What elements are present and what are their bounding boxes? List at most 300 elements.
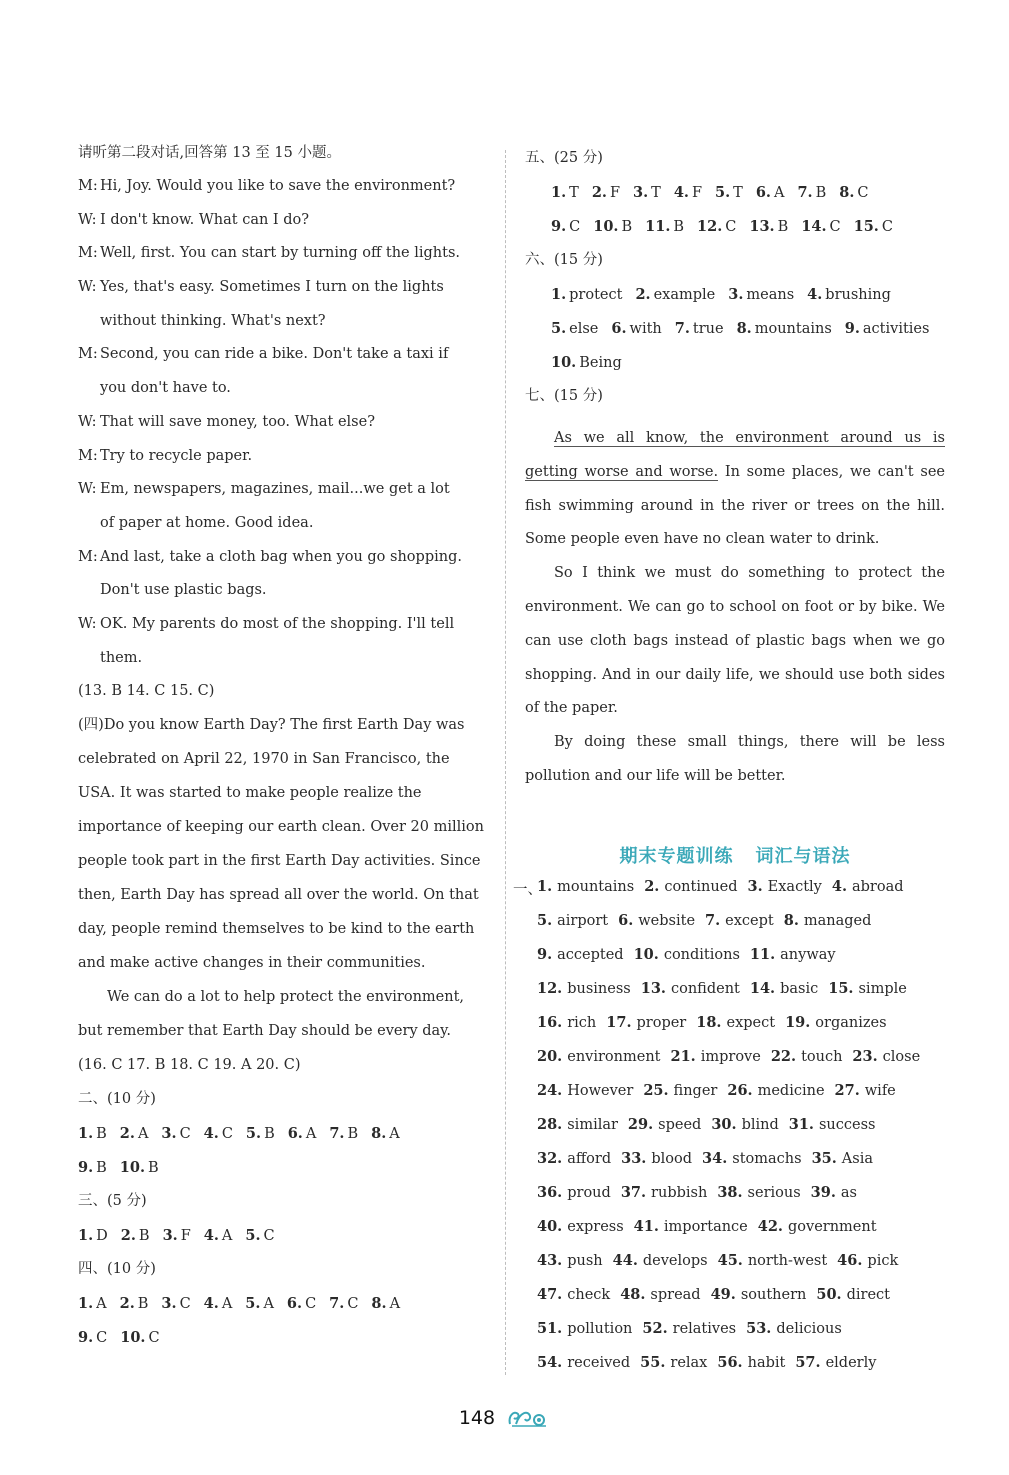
vocab-number: 26. (727, 1081, 753, 1099)
vocab-number: 28. (537, 1115, 563, 1133)
vocab-word: relatives (672, 1320, 737, 1337)
answer-item (551, 184, 579, 202)
answer-value: D (96, 1228, 108, 1245)
answer-value: C (829, 219, 841, 235)
vocab-word: speed (658, 1116, 702, 1133)
dialogue-text: And last, take a cloth bag when you go shopping. (100, 548, 462, 565)
vocab-number: 10. (633, 945, 659, 963)
vocab-row (513, 1082, 945, 1116)
vocab-item (642, 1320, 736, 1337)
answer-item (288, 1125, 317, 1143)
answer-value: true (692, 321, 724, 337)
vocab-word: except (725, 912, 774, 929)
section-head: 四、(10 分) (78, 1261, 156, 1278)
speaker-label: W: (78, 481, 97, 498)
answer-value: B (148, 1160, 159, 1177)
vocab-row (513, 946, 945, 980)
vocab-item (785, 1014, 886, 1031)
answer-number: 10. (120, 1329, 146, 1347)
answer-number: 3. (162, 1227, 178, 1245)
dialogue-line (78, 448, 486, 482)
vocab-number: 53. (746, 1319, 772, 1337)
vocab-item (537, 878, 634, 895)
answer-number: 12. (697, 218, 723, 235)
dialogue-text: Well, first. You can start by turning off the lights. (100, 245, 461, 262)
answer-value: mountains (754, 321, 832, 337)
answer-number: 1. (551, 286, 567, 303)
vocab-word: as (840, 1184, 857, 1201)
vocab-row (513, 1320, 945, 1354)
vocab-word: wife (864, 1082, 896, 1099)
vocab-section-title (525, 842, 945, 868)
answer-value: A (221, 1228, 233, 1245)
answer-item (329, 1295, 358, 1313)
answer-number: 4. (203, 1227, 219, 1245)
vocab-word: received (567, 1354, 631, 1371)
answer-value: A (263, 1296, 274, 1313)
answer-row (525, 354, 945, 388)
vocab-number: 43. (537, 1251, 563, 1269)
vocab-word: Asia (841, 1150, 873, 1167)
answer-value: A (96, 1296, 107, 1313)
answer-number: 9. (78, 1159, 94, 1177)
answer-number: 7. (797, 184, 813, 201)
answer-number: 5. (715, 184, 731, 201)
answer-item (797, 184, 826, 202)
answer-value: T (651, 185, 661, 201)
vocab-number: 5. (537, 911, 553, 929)
section-head: 六、(15 分) (525, 252, 603, 268)
vocab-prefix: 一、 (513, 881, 542, 898)
vocab-word: success (818, 1116, 876, 1133)
answer-value: A (137, 1126, 149, 1143)
vocab-item (606, 1014, 686, 1031)
section-head: 三、(5 分) (78, 1193, 147, 1210)
vocab-word: delicious (776, 1320, 842, 1337)
essay-underlined-sentence: As we all know, the environment around us is getting worse and worse. (525, 430, 945, 480)
dialogue-text: you don't have to. (100, 380, 231, 397)
answer-item (120, 1125, 149, 1143)
vocab-item (620, 1286, 700, 1303)
answer-item (737, 320, 832, 338)
vocab-row (513, 1354, 945, 1388)
dialogue-line (78, 582, 486, 616)
vocab-item (537, 1354, 630, 1371)
answer-number: 8. (736, 320, 752, 337)
vocab-number: 42. (757, 1217, 783, 1235)
vocab-number: 35. (811, 1149, 837, 1167)
answer-value: with (629, 321, 662, 337)
vocab-word: environment (567, 1048, 661, 1065)
vocab-item (711, 1286, 807, 1303)
answer-item (245, 1295, 274, 1313)
dialogue-line (78, 481, 486, 515)
vocab-item (537, 1286, 610, 1303)
vocab-number: 27. (834, 1081, 860, 1099)
passage-line: We can do a lot to help protect the environment, (107, 989, 465, 1006)
vocab-item (816, 1286, 890, 1303)
vocab-number: 9. (537, 945, 553, 963)
passage-line: day, people remind themselves to be kind to the earth (78, 921, 475, 938)
section-seven-head: 七、(15 分) (525, 388, 603, 404)
speaker-label: M: (78, 548, 98, 565)
vocab-number: 8. (783, 911, 799, 929)
vocab-item (644, 878, 737, 895)
answer-item (728, 286, 794, 304)
vocab-word: However (567, 1082, 634, 1099)
dialogue-text: them. (100, 649, 143, 666)
answer-value: C (96, 1330, 108, 1347)
speaker-label: M: (78, 245, 98, 262)
vocab-number: 14. (749, 979, 776, 997)
answer-item (675, 320, 724, 338)
answer-row (78, 1329, 486, 1363)
section-head: 五、(25 分) (525, 150, 603, 166)
vocab-word: simple (858, 980, 907, 997)
answer-number: 4. (203, 1295, 219, 1313)
vocab-item (537, 1082, 633, 1099)
vocab-number: 47. (537, 1285, 563, 1303)
vocab-item (852, 1048, 920, 1065)
vocab-item (537, 1252, 603, 1269)
answer-number: 8. (371, 1295, 387, 1313)
answer-item (756, 184, 785, 202)
answer-number: 1. (78, 1227, 94, 1245)
answer-item (551, 218, 580, 236)
answer-number: 10. (119, 1159, 146, 1177)
column-divider (505, 150, 506, 1375)
answer-item (845, 320, 930, 338)
vocab-number: 56. (717, 1353, 743, 1371)
answer-number: 9. (551, 218, 567, 235)
answer-number: 1. (78, 1295, 94, 1313)
vocab-word: blind (741, 1116, 779, 1133)
dialogue-text: I don't know. What can I do? (100, 211, 310, 228)
dialogue-text: Yes, that's easy. Sometimes I turn on the lights (100, 279, 444, 296)
speaker-label: M: (78, 447, 98, 464)
answer-number: 2. (120, 1227, 136, 1245)
answer-item (329, 1125, 358, 1143)
vocab-word: rubbish (651, 1184, 708, 1201)
vocab-word: mountains (557, 878, 635, 895)
vocab-word: confident (670, 980, 740, 997)
page-number: 148 (458, 1407, 496, 1429)
answer-item (749, 218, 788, 236)
dialogue-text: Don't use plastic bags. (100, 582, 267, 599)
passage-line: (四)Do you know Earth Day? The first Earth Day was (78, 717, 465, 734)
answer-item (204, 1227, 233, 1245)
vocab-word: elderly (825, 1354, 877, 1371)
vocab-number: 21. (670, 1047, 696, 1065)
vocab-word: express (567, 1218, 624, 1235)
vocab-number: 55. (640, 1353, 666, 1371)
answer-value: C (569, 219, 581, 235)
answer-value: A (773, 185, 785, 201)
answer-number: 10. (593, 218, 619, 235)
vocab-word: conditions (663, 946, 740, 963)
vocab-row (513, 980, 945, 1014)
answer-item (674, 184, 702, 202)
answer-value: B (96, 1126, 107, 1143)
vocab-number: 46. (837, 1251, 863, 1269)
dialogue-line (78, 414, 486, 448)
passage-line: then, Earth Day has spread all over the world. On that (78, 887, 479, 904)
vocab-number: 3. (747, 877, 763, 895)
answer-item (120, 1295, 149, 1313)
vocab-item (641, 980, 740, 997)
vocab-item (537, 980, 631, 997)
answer-item (78, 1295, 107, 1313)
vocab-number: 48. (620, 1285, 646, 1303)
vocab-item (702, 1150, 802, 1167)
answer-number: 2. (119, 1125, 135, 1143)
vocab-word: proper (636, 1014, 687, 1031)
vocab-item (789, 1116, 876, 1133)
vocab-item (537, 1048, 660, 1065)
vocab-row (513, 878, 945, 912)
vocab-word: anyway (780, 946, 836, 963)
vocab-number: 41. (633, 1217, 659, 1235)
answer-number: 1. (551, 184, 567, 201)
vocab-item (828, 980, 907, 997)
answer-value: activities (862, 321, 930, 337)
vocab-number: 52. (642, 1319, 668, 1337)
answer-item (78, 1227, 108, 1245)
answer-item (120, 1329, 159, 1347)
vocab-number: 57. (795, 1353, 821, 1371)
answer-value: C (263, 1228, 275, 1245)
vocab-item (717, 1354, 785, 1371)
answer-value: A (389, 1296, 401, 1313)
answer-row (525, 320, 945, 354)
answer-number: 6. (287, 1125, 303, 1143)
dialogue-line (78, 346, 486, 380)
answer-value: T (733, 185, 743, 201)
vocab-row (513, 1014, 945, 1048)
vocab-row (513, 1184, 945, 1218)
answer-item (592, 184, 620, 202)
answer-value: F (180, 1228, 191, 1245)
vocab-title-part-b: 词汇与语法 (755, 845, 851, 867)
dialogue-text: of paper at home. Good idea. (100, 514, 314, 531)
vocab-number: 51. (537, 1319, 563, 1337)
vocab-number: 22. (770, 1047, 797, 1065)
vocab-item (835, 1082, 896, 1099)
vocab-word: business (567, 980, 631, 997)
left-answer-sections (78, 1091, 486, 1363)
answer-row (78, 1125, 486, 1159)
vocab-answer-list (513, 878, 945, 1388)
answer-number: 7. (329, 1295, 345, 1313)
answer-number: 4. (807, 286, 823, 303)
answer-value: F (691, 185, 703, 201)
vocab-item (537, 946, 624, 963)
answer-item (120, 1159, 159, 1177)
answer-item (371, 1125, 400, 1143)
vocab-word: rich (567, 1014, 597, 1031)
answer-number: 2. (119, 1295, 135, 1313)
vocab-word: accepted (557, 946, 624, 963)
vocab-item (837, 1252, 898, 1269)
vocab-word: medicine (757, 1082, 825, 1099)
answer-number: 7. (674, 320, 690, 337)
answer-item (854, 218, 893, 236)
vocab-item (812, 1150, 873, 1167)
vocab-item (621, 1184, 708, 1201)
dialogue-line (78, 650, 486, 684)
vocab-word: close (882, 1048, 921, 1065)
vocab-item (718, 1252, 828, 1269)
vocab-item (634, 1218, 748, 1235)
section-head: 二、(10 分) (78, 1091, 156, 1108)
answer-item (801, 218, 840, 236)
vocab-word: proud (567, 1184, 611, 1201)
vocab-number: 17. (606, 1013, 632, 1031)
vocab-row (513, 1286, 945, 1320)
dialogue-line (78, 212, 486, 246)
answer-number: 5. (245, 1295, 261, 1313)
answer-item (163, 1227, 191, 1245)
answer-value: B (137, 1296, 149, 1313)
answer-item (121, 1227, 150, 1245)
vocab-item (618, 912, 695, 929)
answer-value: example (653, 287, 716, 303)
dialogue-line (78, 279, 486, 313)
vocab-row (513, 1150, 945, 1184)
vocab-number: 13. (640, 979, 666, 997)
answer-number: 5. (245, 1125, 262, 1143)
vocab-number: 19. (785, 1013, 811, 1031)
vocab-number: 1. (537, 877, 553, 895)
vocab-row (513, 912, 945, 946)
passage-line: and make active changes in their communities. (78, 955, 426, 972)
vocab-item (758, 1218, 877, 1235)
passage-four (78, 717, 486, 1057)
vocab-word: check (567, 1286, 611, 1303)
vocab-word: Exactly (767, 878, 822, 895)
answer-number: 10. (551, 354, 577, 371)
vocab-number: 7. (705, 911, 721, 929)
vocab-item (771, 1048, 843, 1065)
vocab-word: push (567, 1252, 603, 1269)
vocab-number: 2. (644, 877, 660, 895)
answer-number: 2. (635, 286, 651, 303)
vocab-number: 15. (828, 979, 854, 997)
speaker-label: W: (78, 279, 97, 296)
answer-number: 6. (286, 1295, 303, 1313)
vocab-number: 12. (537, 979, 563, 997)
vocab-word: finger (673, 1082, 718, 1099)
vocab-number: 16. (537, 1013, 563, 1031)
vocab-number: 24. (537, 1081, 563, 1099)
answer-item (371, 1295, 400, 1313)
vocab-item (537, 912, 608, 929)
vocab-item (811, 1184, 857, 1201)
answer-value: C (305, 1296, 317, 1313)
answer-number: 11. (645, 218, 671, 235)
dialogue-text: Try to recycle paper. (100, 447, 253, 464)
answer-row (78, 1295, 486, 1329)
answer-item (551, 320, 598, 338)
vocab-word: improve (700, 1048, 761, 1065)
answer-value: B (815, 185, 827, 201)
answer-item (807, 286, 891, 304)
vocab-word: touch (801, 1048, 843, 1065)
vocab-item (696, 1014, 775, 1031)
essay-paragraph-2: So I think we must do something to protect the environment. We can go to school on foot or by bike. We can use cloth bags instead of plastic bags when we go shopping. And in our daily life, we should use both sides of the paper. (525, 565, 945, 717)
answer-item (161, 1125, 190, 1143)
vocab-word: serious (747, 1184, 801, 1201)
dialogue-line (78, 380, 486, 414)
dialogue-text: Em, newspapers, magazines, mail...we get a lot (100, 481, 450, 498)
vocab-number: 34. (702, 1149, 728, 1167)
answer-number: 7. (329, 1125, 345, 1143)
vocab-word: expect (726, 1014, 776, 1031)
answer-value: protect (569, 287, 623, 303)
answer-value: brushing (825, 287, 891, 303)
vocab-item (634, 946, 740, 963)
vocab-number: 38. (717, 1183, 743, 1201)
dialogue-line (78, 178, 486, 212)
vocab-number: 20. (537, 1047, 563, 1065)
dialogue-line (78, 616, 486, 650)
passage-line: people took part in the first Earth Day activities. Since (78, 853, 481, 870)
vocab-number: 49. (710, 1285, 736, 1303)
vocab-number: 31. (788, 1115, 814, 1133)
vocab-number: 6. (618, 911, 634, 929)
vocab-word: afford (567, 1150, 612, 1167)
vocab-item (705, 912, 774, 929)
essay-paragraph-3: By doing these small things, there will be less pollution and our life will be better. (525, 734, 945, 784)
answer-item (204, 1295, 233, 1313)
essay-p1-rest: In some places, we can't see fish swimming around in the river or trees on the hill. Some people even have no clean water to drink. (525, 463, 945, 548)
vocab-word: stomachs (732, 1150, 802, 1167)
vocab-item (746, 1320, 842, 1337)
answer-value: C (221, 1126, 233, 1143)
answer-row (525, 286, 945, 320)
vocab-row (513, 1252, 945, 1286)
vocab-word: abroad (852, 878, 904, 895)
dialogue-line (78, 515, 486, 549)
answer-number: 14. (801, 218, 827, 235)
vocab-word: north-west (747, 1252, 828, 1269)
answer-value: C (148, 1330, 160, 1347)
vocab-word: pick (867, 1252, 899, 1269)
passage-line: importance of keeping our earth clean. Over 20 million (78, 819, 484, 836)
answer-item (551, 286, 622, 304)
speaker-label: W: (78, 413, 97, 430)
vocab-word: spread (650, 1286, 701, 1303)
vocab-word: pollution (567, 1320, 633, 1337)
answer-item (245, 1227, 274, 1245)
vocab-number: 37. (620, 1183, 647, 1201)
vocab-word: basic (780, 980, 819, 997)
answer-item (611, 320, 661, 338)
answer-item (204, 1125, 233, 1143)
answer-value: A (389, 1126, 400, 1143)
answer-value: B (347, 1126, 359, 1143)
answer-item (78, 1329, 107, 1347)
answer-item (633, 184, 661, 202)
dialogue-intro: 请听第二段对话,回答第 13 至 15 小题。 (78, 145, 341, 161)
essay-paragraph-1 (525, 422, 945, 557)
dialogue-text: Second, you can ride a bike. Don't take a taxi if (100, 346, 449, 363)
vocab-item (621, 1150, 692, 1167)
answer-value: C (881, 219, 893, 235)
vocab-word: continued (664, 878, 738, 895)
vocab-word: habit (747, 1354, 786, 1371)
passage-line: but remember that Earth Day should be every day. (78, 1023, 452, 1040)
